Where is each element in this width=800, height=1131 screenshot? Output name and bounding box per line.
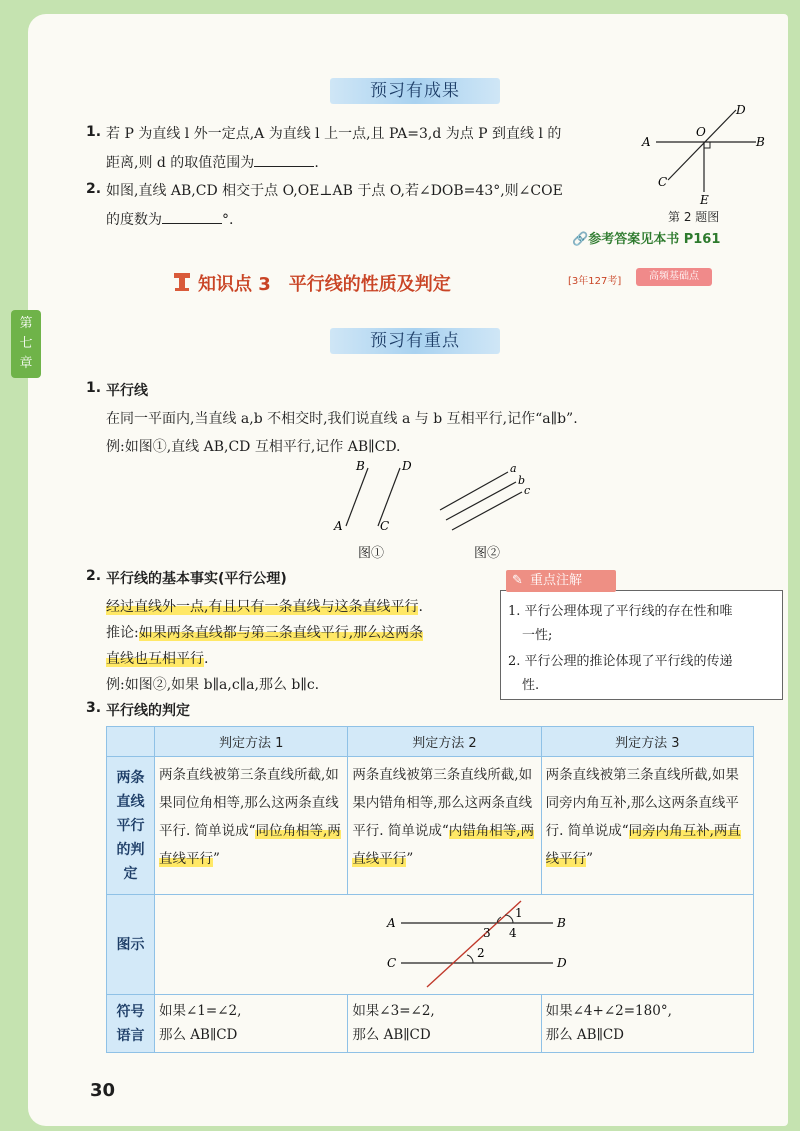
q1-end: . (314, 155, 319, 171)
parallel-judgment-table (106, 726, 754, 1053)
table-row (107, 895, 754, 995)
note-line: 性. (522, 678, 540, 693)
label-E: E (700, 193, 709, 207)
point-number: 2. (86, 568, 102, 584)
point-title: 平行线的判定 (106, 703, 190, 719)
symbol-line: 如果∠3=∠2, (352, 1003, 435, 1019)
method-text: 两条直线被第三条直线所截,如果同位角相等,那么这两条直线平行. 简单说成“ (159, 767, 339, 839)
chapter-tab (11, 310, 41, 378)
note-line: 一性; (522, 628, 553, 643)
link-icon: 🔗 (572, 232, 589, 247)
answer-blank[interactable] (254, 153, 314, 167)
p2-corollary (106, 622, 423, 642)
point-number: 3. (86, 700, 102, 716)
highlighted-method: 内错角相等,两直线平行 (352, 823, 535, 867)
row-header-judgment (107, 757, 155, 895)
symbol-2-cell (348, 995, 541, 1053)
method-3-cell (541, 757, 753, 895)
exam-frequency-tag: [3年127考] (568, 276, 622, 287)
method-2-cell (348, 757, 541, 895)
row-header-symbol (107, 995, 155, 1053)
symbol-3-cell (541, 995, 753, 1053)
question-number: 1. (86, 124, 102, 140)
highlighted-method: 同位角相等,两直线平行 (159, 823, 341, 867)
q2-line1: 如图,直线 AB,CD 相交于点 O,OE⊥AB 于点 O,若∠DOB=43°,则∠COE (106, 183, 563, 199)
knowledge-point-icon (172, 270, 192, 292)
angle-label-1: 1 (515, 906, 523, 920)
q1-text: 距离,则 d 的取值范围为 (106, 155, 255, 171)
table-row (107, 995, 754, 1053)
fig1-label-D: D (402, 459, 412, 473)
corollary-end: . (204, 651, 209, 667)
symbol-line: 如果∠4+∠2=180°, (545, 1003, 672, 1019)
diagram-label-D: D (557, 956, 567, 970)
q1-line1: 若 P 为直线 l 外一定点,A 为直线 l 上一点,且 PA=3,d 为点 P 到直线 l 的 (106, 126, 562, 142)
diagram-label-C: C (387, 956, 397, 970)
parallel-lines-figures (320, 456, 560, 556)
fig2-label-b: b (518, 474, 526, 487)
diagram-label-B: B (557, 916, 566, 930)
angle-label-3: 3 (483, 926, 491, 940)
p1-text: 在同一平面内,当直线 a,b 不相交时,我们说直线 a 与 b 互相平行,记作“a∥b”. (106, 411, 578, 427)
highlighted-corollary: 如果两条直线都与第三条直线平行,那么这两条 (138, 625, 424, 641)
frequency-badge: 高频基础点 (636, 268, 712, 286)
p2-example: 例:如图②,如果 b∥a,c∥a,那么 b∥c. (106, 677, 320, 693)
pencil-icon: ✎ (512, 573, 523, 588)
method-end: ” (586, 851, 594, 867)
label-B: B (756, 135, 765, 149)
method-1-cell (155, 757, 348, 895)
method-end: ” (213, 851, 220, 867)
answer-blank[interactable] (162, 210, 222, 224)
p2-axiom (106, 596, 423, 616)
section-banner-preview-key: 预习有重点 (330, 328, 500, 354)
label-A: A (642, 135, 651, 149)
table-header-cell: 判定方法 1 (155, 727, 348, 757)
page-number: 30 (90, 1080, 116, 1101)
symbol-line: 那么 AB∥CD (545, 1027, 624, 1043)
fig2-label-c: c (524, 484, 531, 497)
note-line: 2. 平行公理的推论体现了平行线的传递 (508, 654, 733, 669)
fig1-label-A: A (334, 519, 343, 533)
fig1-caption: 图① (358, 546, 385, 561)
fig1-label-B: B (356, 459, 365, 473)
symbol-line: 如果∠1=∠2, (159, 1003, 242, 1019)
table-header-cell: 判定方法 3 (541, 727, 753, 757)
answer-reference[interactable] (572, 228, 720, 247)
row-header-char: 符号 (116, 1003, 145, 1020)
question-number: 2. (86, 181, 102, 197)
row-header-char: 的判 (116, 841, 145, 858)
fig1-label-C: C (380, 519, 390, 533)
row-header-char: 语言 (116, 1027, 145, 1044)
diagram-cell (155, 895, 754, 995)
q1-line2 (106, 152, 319, 172)
row-header-char: 平行 (116, 817, 145, 834)
fig2-label-a: a (510, 462, 517, 475)
p1-example: 例:如图①,直线 AB,CD 互相平行,记作 AB∥CD. (106, 439, 401, 455)
row-header-char: 两条 (116, 769, 145, 786)
row-header-diagram: 图示 (107, 895, 155, 995)
note-line: 1. 平行公理体现了平行线的存在性和唯 (508, 604, 733, 619)
axiom-end: . (418, 599, 423, 615)
point-title: 平行线 (106, 383, 148, 399)
q2-text: 的度数为 (106, 212, 162, 228)
method-text: 两条直线被第三条直线所截,如果同旁内角互补,那么这两条直线平行. 简单说成“ (545, 767, 739, 839)
fig2-caption: 图② (474, 546, 501, 561)
table-header-row (107, 727, 754, 757)
knowledge-point-title: 知识点 3 平行线的性质及判定 (198, 274, 451, 295)
table-corner-cell (107, 727, 155, 757)
symbol-line: 那么 AB∥CD (352, 1027, 431, 1043)
transversal-diagram (155, 895, 753, 993)
table-row (107, 757, 754, 895)
angle-label-4: 4 (509, 926, 517, 940)
table-header-cell: 判定方法 2 (348, 727, 541, 757)
point-number: 1. (86, 380, 102, 396)
highlighted-method: 同旁内角互补,两直线平行 (545, 823, 741, 867)
section-banner-preview-results: 预习有成果 (330, 78, 500, 104)
highlighted-corollary: 直线也互相平行 (106, 651, 204, 667)
p2-corollary-cont (106, 648, 208, 668)
q2-end: °. (222, 212, 234, 228)
method-end: ” (406, 851, 414, 867)
symbol-1-cell (155, 995, 348, 1053)
row-header-char: 直线 (116, 793, 145, 810)
key-note-title (506, 570, 616, 592)
point-title: 平行线的基本事实(平行公理) (106, 571, 287, 587)
chapter-tab-char: 章 (19, 356, 33, 371)
label-D: D (736, 103, 746, 117)
label-C: C (658, 175, 668, 189)
question-2-figure (636, 100, 766, 210)
diagram-label-A: A (387, 916, 396, 930)
chapter-tab-char: 七 (19, 336, 33, 351)
q2-line2 (106, 209, 233, 229)
figure-caption: 第 2 题图 (668, 210, 720, 224)
symbol-line: 那么 AB∥CD (159, 1027, 238, 1043)
label-O: O (696, 125, 706, 139)
corollary-prefix: 推论: (106, 625, 139, 641)
row-header-char: 定 (123, 865, 138, 882)
answer-reference-text: 参考答案见本书 P161 (588, 232, 721, 247)
highlighted-axiom: 经过直线外一点,有且只有一条直线与这条直线平行 (106, 599, 419, 615)
method-text: 两条直线被第三条直线所截,如果内错角相等,那么这两条直线平行. 简单说成“ (352, 767, 533, 839)
key-note-title-text: 重点注解 (530, 573, 583, 588)
angle-label-2: 2 (477, 946, 485, 960)
chapter-tab-char: 第 (19, 316, 33, 331)
